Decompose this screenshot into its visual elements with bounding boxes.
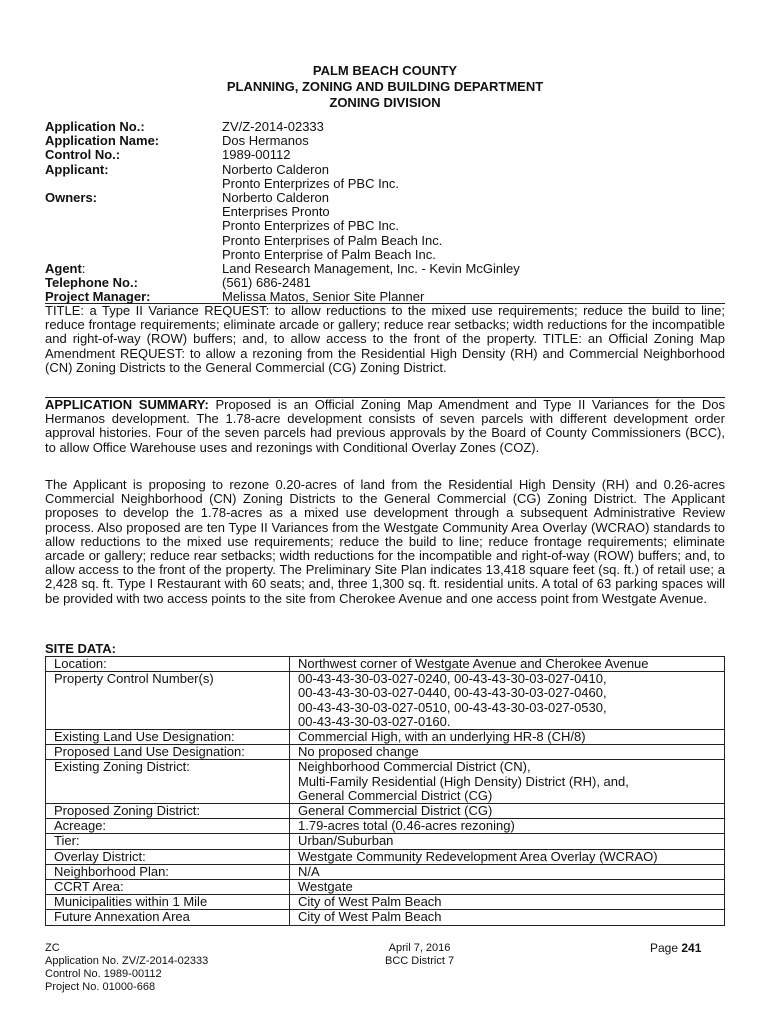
owner-name: Enterprises Pronto [222, 204, 330, 220]
application-summary-paragraph [45, 398, 725, 455]
site-data-value [290, 880, 725, 895]
site-data-row [46, 849, 725, 864]
footer-left [45, 942, 208, 994]
application-no-label: Application No.: [45, 119, 145, 134]
site-data-value [290, 672, 725, 730]
owner-name: Pronto Enterprises of Palm Beach Inc. [222, 232, 443, 248]
site-data-row [46, 730, 725, 745]
applicant-name: Pronto Enterprizes of PBC Inc. [222, 175, 400, 191]
site-data-value-line: 00-43-43-30-03-027-0510, 00-43-43-30-03-027-0530, [298, 699, 607, 715]
site-data-row [46, 864, 725, 879]
footer-page [650, 942, 701, 955]
site-data-label: Overlay District: [46, 849, 290, 864]
site-data-value-line: General Commercial District (CG) [298, 803, 493, 819]
application-info [45, 120, 735, 305]
site-data-row [46, 657, 725, 672]
site-data-value [290, 657, 725, 672]
site-data-value-line: Neighborhood Commercial District (CN), [298, 759, 531, 775]
control-no-value: 1989-00112 [222, 147, 291, 163]
project-manager-value: Melissa Matos, Senior Site Planner [222, 289, 425, 305]
site-data-value [290, 895, 725, 910]
site-data-value-line: Westgate [298, 879, 353, 895]
site-data-value-line: Multi-Family Residential (High Density) District (RH), and, [298, 773, 629, 789]
site-data-label: Property Control Number(s) [46, 672, 290, 730]
site-data-value-line: N/A [298, 863, 320, 879]
header-line-1: PALM BEACH COUNTY [312, 63, 458, 78]
agent-colon: : [81, 261, 86, 277]
footer-zc: ZC [45, 942, 60, 954]
agent-value: Land Research Management, Inc. - Kevin McGinley [222, 261, 520, 277]
site-data-value-line: 00-43-43-30-03-027-0240, 00-43-43-30-03-027-0410, [298, 671, 607, 687]
control-no-label: Control No.: [45, 147, 121, 163]
site-data-row [46, 910, 725, 925]
site-data-value [290, 804, 725, 819]
page-number: 241 [681, 941, 702, 955]
site-data-label: Neighborhood Plan: [46, 864, 290, 879]
project-manager-label: Project Manager: [45, 289, 151, 305]
site-data-row [46, 880, 725, 895]
site-data-value [290, 760, 725, 804]
site-data-label: Acreage: [46, 819, 290, 834]
footer-application-no: Application No. ZV/Z-2014-02333 [45, 955, 209, 967]
footer-control-no: Control No. 1989-00112 [45, 968, 162, 980]
header-line-2: PLANNING, ZONING AND BUILDING DEPARTMENT [226, 79, 544, 94]
application-summary-paragraph-2: The Applicant is proposing to rezone 0.20-acres of land from the Residential High Density (RH) and 0.26-acres Commercial Neighborhood (CN) Zoning Districts to the General Commercial (CG) Zoning District. The Applicant proposes to develop the 1.78-acres as a mixed use development through a subsequent Administrative Review process. Also proposed are ten Type II Variances from the Westgate Community Area Overlay (WCRAO) standards to allow reductions to the mixed use requirements; reduce the build to line; reduce frontage requirements; eliminate arcade or gallery; reduce rear setbacks; width reductions for the incompatible and right-of-way (ROW) buffers; and, to allow access to the front of the property. The Preliminary Site Plan indicates 13,418 square feet (sq. ft.) of retail use; a 2,428 sq. ft. Type I Restaurant with 60 seats; and, three 1,300 sq. ft. residential units. A total of 63 parking spaces will be provided with two access points to the site from Cherokee Avenue and one access point from Westgate Avenue. [45, 477, 725, 606]
site-data-value-line: Westgate Community Redevelopment Area Overlay (WCRAO) [298, 848, 658, 864]
owner-name: Norberto Calderon [222, 190, 329, 206]
owners-label: Owners: [45, 190, 98, 206]
footer-district: BCC District 7 [385, 955, 455, 967]
site-data-label: Location: [46, 657, 290, 672]
owner-name: Pronto Enterprizes of PBC Inc. [222, 218, 400, 234]
application-name-label: Application Name: [45, 133, 160, 149]
site-data-value-line: General Commercial District (CG) [298, 787, 493, 803]
site-data-value-line: 00-43-43-30-03-027-0440, 00-43-43-30-03-027-0460, [298, 685, 607, 701]
site-data-value [290, 910, 725, 925]
site-data-label: Existing Land Use Designation: [46, 730, 290, 745]
site-data-value [290, 730, 725, 745]
site-data-label: Future Annexation Area [46, 910, 290, 925]
site-data-title: SITE DATA: [45, 641, 117, 656]
site-data-value [290, 834, 725, 849]
site-data-value-line: City of West Palm Beach [298, 894, 442, 910]
site-data-value-line: 1.79-acres total (0.46-acres rezoning) [298, 818, 515, 834]
application-no-value: ZV/Z-2014-02333 [222, 119, 324, 134]
agent-label: Agent [45, 261, 82, 277]
site-data-row [46, 804, 725, 819]
site-data-value [290, 819, 725, 834]
site-data-value-line: City of West Palm Beach [298, 909, 442, 925]
footer-middle [385, 942, 454, 968]
application-summary-label: APPLICATION SUMMARY: [45, 397, 209, 412]
telephone-value: (561) 686-2481 [222, 275, 311, 291]
site-data-row [46, 760, 725, 804]
site-data-value-line: Northwest corner of Westgate Avenue and Cherokee Avenue [298, 656, 649, 671]
site-data-value [290, 745, 725, 760]
site-data-value-line: No proposed change [298, 744, 419, 760]
site-data-row [46, 819, 725, 834]
applicant-name: Norberto Calderon [222, 161, 329, 177]
site-data-label: Municipalities within 1 Mile [46, 895, 290, 910]
site-data-label: Tier: [46, 834, 290, 849]
site-data-row [46, 672, 725, 730]
site-data-row [46, 745, 725, 760]
site-data-value [290, 849, 725, 864]
site-data-table [45, 656, 725, 926]
site-data-row [46, 895, 725, 910]
telephone-label: Telephone No.: [45, 275, 138, 291]
footer-date: April 7, 2016 [388, 942, 451, 954]
site-data-value-line: Urban/Suburban [298, 833, 394, 849]
site-data-label: CCRT Area: [46, 880, 290, 895]
site-data-label: Existing Zoning District: [46, 760, 290, 804]
site-data-row [46, 834, 725, 849]
footer-project-no: Project No. 01000-668 [45, 981, 156, 993]
site-data-value-line: 00-43-43-30-03-027-0160. [298, 713, 451, 729]
owner-name: Pronto Enterprise of Palm Beach Inc. [222, 246, 436, 262]
site-data-label: Proposed Land Use Designation: [46, 745, 290, 760]
site-data-label: Proposed Zoning District: [46, 804, 290, 819]
applicant-label: Applicant: [45, 161, 109, 177]
header-line-3: ZONING DIVISION [329, 95, 441, 110]
site-data-value-line: Commercial High, with an underlying HR-8 (CH/8) [298, 729, 586, 745]
site-data-value [290, 864, 725, 879]
title-request-paragraph: TITLE: a Type II Variance REQUEST: to allow reductions to the mixed use requirements; reduce the build to line; reduce frontage requirements; eliminate arcade or gallery; reduce rear setbacks; width reductions for the incompatible and right-of-way (ROW) buffers; and, to allow access to the front of the property. TITLE: an Official Zoning Map Amendment REQUEST: to allow a rezoning from the Residential High Density (RH) and Commercial Neighborhood (CN) Zoning Districts to the General Commercial (CG) Zoning District. [45, 303, 725, 375]
document-header [0, 63, 770, 111]
application-summary-text: Proposed is an Official Zoning Map Amendment and Type II Variances for the Dos Hermanos development. The 1.78-acre development consists of seven parcels with different development order approval histories. Four of the seven parcels had previous approvals by the Board of County Commissioners (BCC), to allow Office Warehouse uses and rezonings with Conditional Overlay Zones (COZ). [45, 397, 725, 455]
page-label: Page [650, 941, 682, 955]
application-name-value: Dos Hermanos [222, 133, 309, 149]
